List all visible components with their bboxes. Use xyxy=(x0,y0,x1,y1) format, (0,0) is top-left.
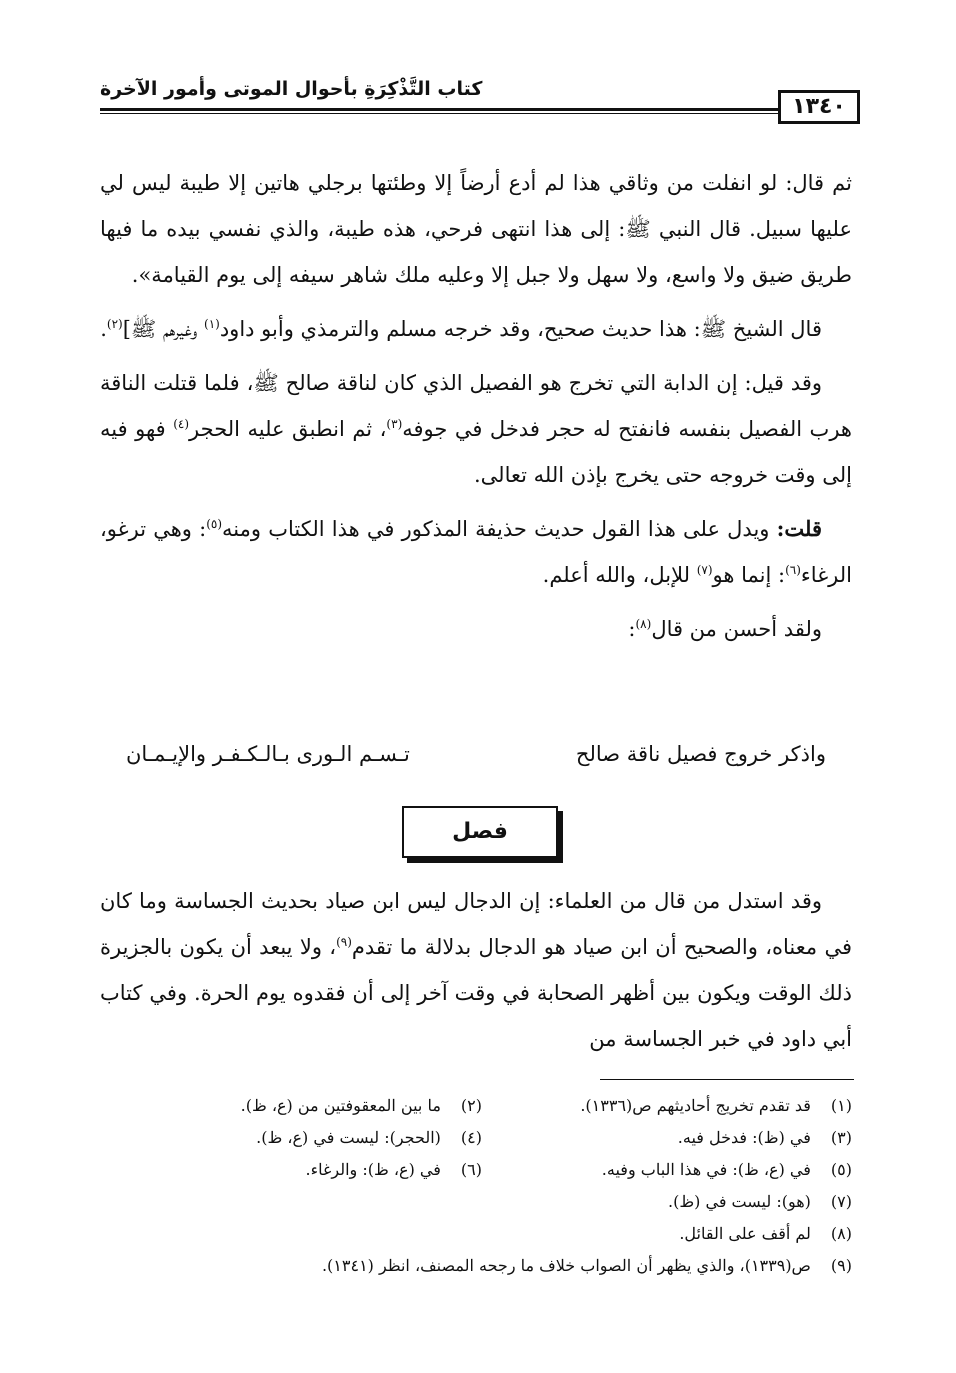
footnote-number: (٥) xyxy=(830,1160,852,1179)
footnote-5 xyxy=(602,1154,852,1186)
paragraph-2-text-c: . xyxy=(100,317,107,341)
footnote-number: (٦) xyxy=(460,1160,482,1179)
paragraph-6-text-b: ، ولا يبعد أن يكون بالجزيرة ذلك الوقت ويكون بين أظهر الصحابة في وقت آخر إلى أن فقدوه يوم الحرة. وفي كتاب أبي داود في خبر الجساسة من xyxy=(100,935,852,1051)
header-rule-thick xyxy=(100,108,778,111)
footnote-ref-3[interactable]: (٣) xyxy=(386,417,403,431)
footnote-text: ما بين المعقوفتين من (ع، ظ). xyxy=(240,1096,441,1115)
footnote-ref-7[interactable]: (٧) xyxy=(696,563,713,577)
footnote-row xyxy=(100,1090,852,1122)
footnote-ref-4[interactable]: (٤) xyxy=(173,417,190,431)
paragraph-2 xyxy=(100,306,852,352)
footnote-row xyxy=(100,1186,852,1218)
paragraph-5-text-b: : xyxy=(628,617,636,641)
paragraph-1: ثم قال: لو انفلت من وثاقي هذا لم أدع أرضاً إلا وطئتها برجلي هاتين إلا طيبة ليس لي عليها سبيل. قال النبي ﷺ: إلى هذا انتهى فرحي، هذه طيبة، والذي نفسي بيده ما فيها طريق ضيق ولا واسع، ولا سهل ولا جبل إلا وعليه ملك شاهر سيفه إلى يوم القيامة». xyxy=(100,171,852,287)
running-title: كتاب التَّذْكِرَةِ بأحوال الموتى وأمور الآخرة xyxy=(100,78,483,100)
footnote-row xyxy=(100,1250,852,1282)
paragraph-5 xyxy=(100,606,852,652)
verse-hemistich-1: واذكر خروج فصيل ناقة صالح xyxy=(575,742,826,766)
footnote-text: (الحجر): ليست في (ع، ظ). xyxy=(256,1128,441,1147)
footnote-text: في (ع، ظ): في هذا الباب وفيه. xyxy=(601,1160,811,1179)
footnote-ref-9[interactable]: (٩) xyxy=(336,935,352,949)
paragraph-3-text-b: ، ثم انطبق عليه الحجر xyxy=(189,417,387,441)
footnote-text: ص(١٣٣٩)، والذي يظهر أن الصواب خلاف ما رجحه المصنف، انظر (١٣٤١). xyxy=(321,1256,811,1275)
footnote-text: قد تقدم تخريج أحاديثهم ص(١٣٣٦). xyxy=(580,1096,811,1115)
header-rule-thin xyxy=(100,113,778,114)
paragraph-4-text: ويدل على هذا القول حديث حذيفة المذكور في هذا الكتاب ومنه xyxy=(222,517,777,541)
section-heading: فصل xyxy=(402,806,558,858)
footnote-separator xyxy=(600,1079,854,1080)
paragraph-4 xyxy=(100,506,852,598)
footnote-ref-5[interactable]: (٥) xyxy=(206,517,223,531)
section-text-block xyxy=(100,878,852,1062)
footnote-4 xyxy=(256,1122,482,1154)
page-header xyxy=(100,78,860,138)
footnote-ref-6[interactable]: (٦) xyxy=(785,563,801,577)
footnote-row xyxy=(100,1122,852,1154)
footnote-number: (٣) xyxy=(830,1128,852,1147)
paragraph-2-text-b: وغيرهم ﷺ] xyxy=(122,317,204,341)
footnote-number: (٧) xyxy=(830,1192,852,1211)
footnote-8 xyxy=(679,1218,852,1250)
page-number: ١٣٤٠ xyxy=(778,90,860,124)
footnote-3 xyxy=(678,1122,852,1154)
footnote-number: (٨) xyxy=(830,1224,852,1243)
footnote-6 xyxy=(306,1154,482,1186)
paragraph-3 xyxy=(100,360,852,498)
paragraph-4-text-d: للإبل، والله أعلم. xyxy=(542,563,697,587)
main-text-block xyxy=(100,160,852,660)
paragraph-6 xyxy=(100,878,852,1062)
footnote-text: لم أقف على القائل. xyxy=(679,1224,811,1243)
footnote-number: (٩) xyxy=(830,1256,852,1275)
verse-hemistich-2: تـسـم الـورى بـالـكـفـر والإيـمـان xyxy=(126,742,410,766)
footnote-number: (٢) xyxy=(460,1096,482,1115)
poetry-verse xyxy=(126,742,826,782)
footnote-row xyxy=(100,1218,852,1250)
paragraph-3-text: وقد قيل: إن الدابة التي تخرج هو الفصيل الذي كان لناقة صالح ﷺ، فلما قتلت الناقة هرب الفصيل بنفسه فانفتح له حجر فدخل في جوفه xyxy=(100,371,852,441)
footnotes xyxy=(100,1090,852,1282)
paragraph-5-text: ولقد أحسن من قال xyxy=(651,617,822,641)
footnote-text: في (ع، ظ): والرغاء. xyxy=(305,1160,441,1179)
paragraph-6-text: وقد استدل من قال من العلماء: إن الدجال ليس ابن صياد بحديث الجساسة وما كان في معناه، والصحيح أن ابن صياد هو الدجال بدلالة ما تقدم xyxy=(100,889,852,959)
footnote-text: (هو): ليست في (ظ). xyxy=(668,1192,811,1211)
footnote-number: (٤) xyxy=(460,1128,482,1147)
footnote-1 xyxy=(580,1090,852,1122)
footnote-ref-8[interactable]: (٨) xyxy=(635,617,652,631)
footnote-row xyxy=(100,1154,852,1186)
paragraph-4-text-b: : وهي ترغو، الرغاء xyxy=(100,517,852,587)
footnote-9 xyxy=(322,1250,852,1282)
footnote-2 xyxy=(241,1090,482,1122)
footnote-text: في (ظ): فدخل فيه. xyxy=(677,1128,811,1147)
paragraph-3-text-c: فهو فيه إلى وقت خروجه حتى يخرج بإذن الله تعالى. xyxy=(100,417,852,487)
paragraph-2-text: قال الشيخ ﷺ: هذا حديث صحيح، وقد خرجه مسلم والترمذي وأبو داود xyxy=(219,317,822,341)
footnote-number: (١) xyxy=(830,1096,852,1115)
paragraph-4-text-c: : إنما هو xyxy=(712,563,786,587)
footnote-ref-2[interactable]: (٢) xyxy=(106,317,123,331)
qultu-label: قلت: xyxy=(776,516,823,541)
footnote-ref-1[interactable]: (١) xyxy=(204,317,220,331)
footnote-7 xyxy=(668,1186,852,1218)
